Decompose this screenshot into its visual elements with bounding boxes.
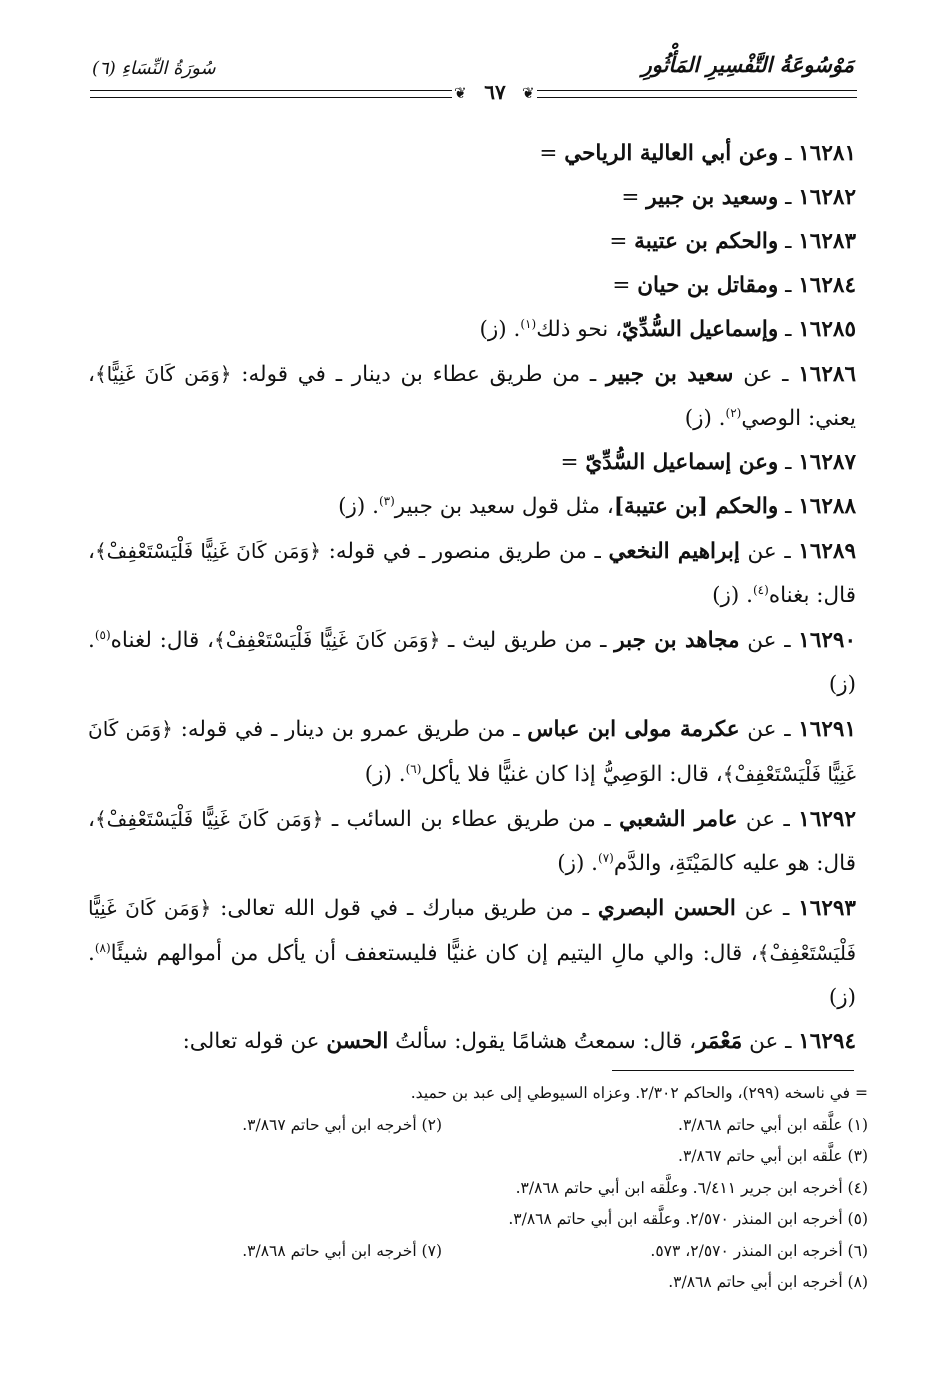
narrator-name: سعيد بن جبير bbox=[605, 362, 734, 387]
footnote-separator bbox=[612, 1070, 854, 1071]
narrator-name: وإسماعيل السُّدِّيّ bbox=[622, 317, 779, 342]
entry: ١٦٢٨٨ ـ والحكم [بن عتيبة]، مثل قول سعيد بن جبير$^{(٣)}$. (ز) bbox=[338, 493, 856, 519]
footnote-ref[interactable]: (٨) bbox=[94, 940, 111, 955]
entry: ١٦٢٩١ ـ عن عكرمة مولى ابن عباس ـ من طريق عمرو بن دينار ـ في قوله: ﴿وَمَن كَانَ غَنِيًّا فَلْيَسْتَعْفِفْ﴾، قال: الوَصِيُّ إذا كان غنيًّا فلا يأكل$^{(٦)}$. (ز) bbox=[88, 717, 856, 787]
entry: ١٦٢٨١ ـ وعن أبي العالية الرياحي = bbox=[539, 141, 856, 166]
footnotes bbox=[150, 1078, 868, 1299]
entry: ١٦٢٩٢ ـ عن عامر الشعبي ـ من طريق عطاء بن السائب ـ ﴿وَمَن كَانَ غَنِيًّا فَلْيَسْتَعْفِفْ﴾، قال: هو عليه كالمَيْتَةِ، والدَّم$^{(٧)}$. (ز) bbox=[88, 807, 857, 876]
narrator-name: وسعيد بن جبير bbox=[646, 185, 779, 210]
footnote-ref[interactable]: (١) bbox=[520, 316, 537, 331]
ornament-icon: ❦ bbox=[522, 84, 535, 102]
entry: ١٦٢٨٥ ـ وإسماعيل السُّدِّيّ، نحو ذلك$^{(١)}$. (ز) bbox=[479, 316, 856, 342]
footnote-ref[interactable]: (٥) bbox=[94, 627, 111, 642]
narrator-name: الحسن البصري bbox=[597, 896, 736, 921]
footnote-row bbox=[150, 1236, 868, 1268]
page-number: ٦٧ bbox=[484, 80, 506, 104]
header-rule-right bbox=[537, 90, 857, 98]
entry: ١٦٢٩٣ ـ عن الحسن البصري ـ من طريق مبارك ـ في قول الله تعالى: ﴿وَمَن كَانَ غَنِيًّا فَلْيَسْتَعْفِفْ﴾، قال: والي مالِ اليتيم إن كان غنيًّا فليستعفف أن يأكل من أموالهم شيئًا$^{(٨)}$. (ز) bbox=[88, 896, 856, 1010]
narrator-name: والحكم بن عتيبة bbox=[634, 229, 779, 254]
entry: ١٦٢٨٢ ـ وسعيد بن جبير = bbox=[621, 185, 856, 210]
quran-verse: ﴿وَمَن كَانَ غَنِيًّا فَلْيَسْتَعْفِفْ﴾ bbox=[88, 896, 856, 965]
quran-verse: ﴿وَمَن كَانَ غَنِيًّا﴾ bbox=[94, 362, 232, 386]
quran-verse: ﴿وَمَن كَانَ غَنِيًّا فَلْيَسْتَعْفِفْ﴾ bbox=[214, 628, 441, 652]
running-title: مَوْسُوعَةُ التَّفْسِيرِ المَأْثُورِ bbox=[641, 52, 854, 77]
entry: ١٦٢٨٤ ـ ومقاتل بن حيان = bbox=[612, 273, 856, 298]
footnote-continued: = في ناسخه (٢٩٩)، والحاكم ٢/٣٠٢. وعزاه السيوطي إلى عبد بن حميد. bbox=[410, 1084, 868, 1102]
footnote-6: (٦) أخرجه ابن المنذر ٢/٥٧٠، ٥٧٣. bbox=[650, 1241, 868, 1260]
footnote-ref[interactable]: (٣) bbox=[378, 493, 395, 508]
entry: ١٦٢٩٠ ـ عن مجاهد بن جبر ـ من طريق ليث ـ ﴿وَمَن كَانَ غَنِيًّا فَلْيَسْتَعْفِفْ﴾، قال: لغناه$^{(٥)}$. (ز) bbox=[88, 627, 857, 697]
footnote-ref[interactable]: (٢) bbox=[725, 405, 742, 420]
footnote-ref[interactable]: (٦) bbox=[405, 761, 422, 776]
footnote-4: (٤) أخرجه ابن جرير ٦/٤١١. وعلَّقه ابن أبي حاتم ٣/٨٦٨. bbox=[515, 1178, 868, 1197]
footnote-3: (٣) علَّقه ابن أبي حاتم ٣/٨٦٧. bbox=[678, 1147, 868, 1165]
footnote-row bbox=[150, 1110, 868, 1142]
footnote-7: (٧) أخرجه ابن أبي حاتم ٣/٨٦٨. bbox=[242, 1241, 442, 1260]
entry: ١٦٢٨٧ ـ وعن إسماعيل السُّدِّيّ = bbox=[560, 450, 856, 475]
header-rule-left bbox=[90, 90, 452, 98]
narrator-name: مجاهد بن جبر bbox=[614, 628, 740, 653]
ornament-icon: ❦ bbox=[454, 84, 467, 102]
narrator-name: مَعْمَر bbox=[696, 1029, 743, 1054]
quran-verse: ﴿وَمَن كَانَ غَنِيًّا فَلْيَسْتَعْفِفْ﴾ bbox=[94, 807, 324, 831]
narrator-name: عكرمة مولى ابن عباس bbox=[527, 717, 740, 742]
narrator-name: وعن أبي العالية الرياحي bbox=[564, 141, 779, 166]
footnote-8: (٨) أخرجه ابن أبي حاتم ٣/٨٦٨. bbox=[668, 1273, 868, 1291]
quran-verse: ﴿وَمَن كَانَ غَنِيًّا فَلْيَسْتَعْفِفْ﴾ bbox=[94, 539, 321, 563]
main-text bbox=[88, 132, 856, 1064]
footnote-5: (٥) أخرجه ابن المنذر ٢/٥٧٠. وعلَّقه ابن أبي حاتم ٣/٨٦٨. bbox=[508, 1210, 868, 1228]
entry: ١٦٢٨٦ ـ عن سعيد بن جبير ـ من طريق عطاء بن دينار ـ في قوله: ﴿وَمَن كَانَ غَنِيًّا﴾، يعني: الوصي$^{(٢)}$. (ز) bbox=[88, 362, 856, 431]
quran-verse: ﴿وَمَن كَانَ غَنِيًّا فَلْيَسْتَعْفِفْ﴾ bbox=[88, 717, 856, 786]
surah-title: سُورَةُ النِّسَاءِ (٦) bbox=[92, 58, 216, 79]
narrator-name: الحسن bbox=[326, 1029, 389, 1054]
entry: ١٦٢٨٣ ـ والحكم بن عتيبة = bbox=[609, 229, 856, 254]
narrator-name: وعن إسماعيل السُّدِّيّ bbox=[585, 450, 779, 475]
narrator-name: والحكم [بن عتيبة] bbox=[613, 494, 779, 519]
narrator-name: عامر الشعبي bbox=[619, 807, 738, 832]
narrator-name: ومقاتل بن حيان bbox=[637, 273, 779, 298]
entry: ١٦٢٩٤ ـ عن مَعْمَر، قال: سمعتُ هشامًا يقول: سألتُ الحسن عن قوله تعالى: bbox=[182, 1029, 856, 1054]
footnote-1: (١) علَّقه ابن أبي حاتم ٣/٨٦٨. bbox=[678, 1115, 868, 1134]
footnote-ref[interactable]: (٧) bbox=[598, 850, 614, 865]
footnote-ref[interactable]: (٤) bbox=[752, 582, 769, 597]
footnote-2: (٢) أخرجه ابن أبي حاتم ٣/٨٦٧. bbox=[242, 1115, 442, 1134]
narrator-name: إبراهيم النخعي bbox=[608, 539, 740, 564]
entry: ١٦٢٨٩ ـ عن إبراهيم النخعي ـ من طريق منصور ـ في قوله: ﴿وَمَن كَانَ غَنِيًّا فَلْيَسْتَعْفِفْ﴾، قال: بغناه$^{(٤)}$. (ز) bbox=[88, 539, 857, 608]
